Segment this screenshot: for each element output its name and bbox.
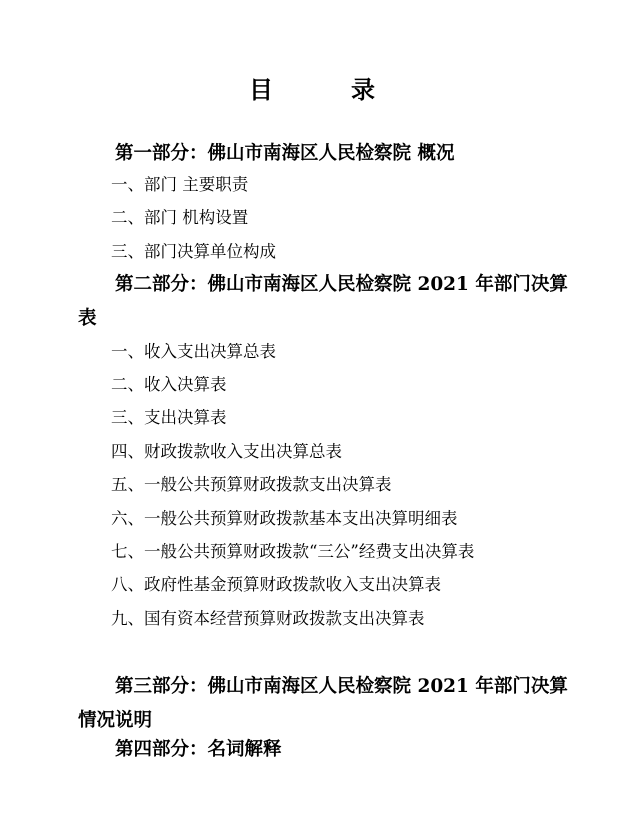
toc-item: 二、部门 机构设置 [111, 208, 249, 227]
toc-item: 一、部门 主要职责 [111, 175, 249, 194]
toc-item: 六、一般公共预算财政拨款基本支出决算明细表 [111, 509, 458, 528]
toc-item: 五、一般公共预算财政拨款支出决算表 [111, 475, 392, 494]
title-char-1: 目 [249, 75, 273, 104]
toc-item: 九、国有资本经营预算财政拨款支出决算表 [111, 609, 425, 628]
toc-item: 三、部门决算单位构成 [111, 242, 276, 261]
title-char-2: 录 [351, 75, 375, 104]
section-heading-4: 第四部分：名词解释 [115, 739, 282, 760]
section-heading-1: 第一部分：佛山市南海区人民检察院 概况 [115, 143, 455, 164]
page-title [0, 70, 624, 105]
toc-item: 一、收入支出决算总表 [111, 342, 276, 361]
section-heading-2: 第二部分：佛山市南海区人民检察院 2021 年部门决算表 [78, 274, 568, 329]
section-heading-3: 第三部分：佛山市南海区人民检察院 2021 年部门决算情况说明 [78, 676, 568, 731]
toc-item: 四、财政拨款收入支出决算总表 [111, 442, 342, 461]
toc-item: 二、收入决算表 [111, 375, 227, 394]
toc-item: 三、支出决算表 [111, 408, 227, 427]
toc-item: 七、一般公共预算财政拨款“三公”经费支出决算表 [111, 542, 475, 561]
toc-item: 八、政府性基金预算财政拨款收入支出决算表 [111, 575, 441, 594]
